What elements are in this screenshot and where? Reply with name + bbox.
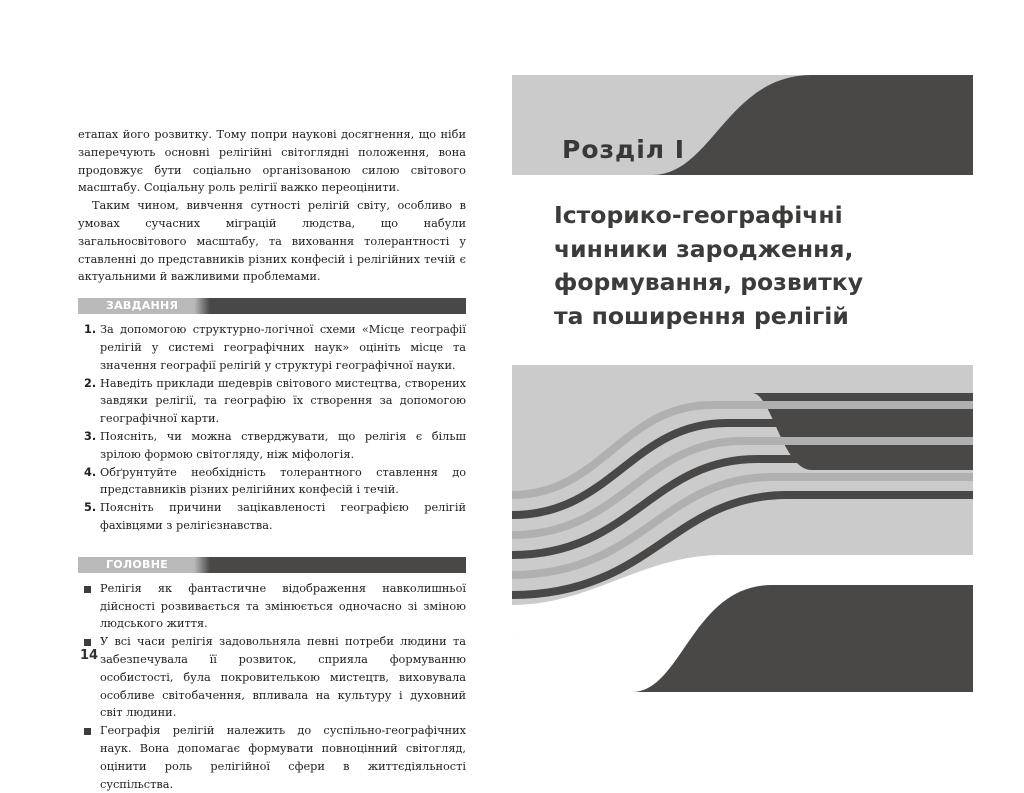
task-number: 2. [84, 376, 97, 390]
tasks-heading: ЗАВДАННЯ [106, 299, 179, 313]
main-point-item [78, 580, 466, 633]
main-point-item [78, 633, 466, 722]
task-item [78, 464, 466, 500]
chapter-title-line: Історико-географічні [554, 201, 843, 229]
tasks-list [78, 321, 466, 535]
square-bullet-icon [84, 728, 91, 735]
square-bullet-icon [84, 586, 91, 593]
task-text: Поясніть причини зацікавленості географією релігій фахівцями з релігієзнавства. [100, 501, 466, 532]
main-heading: ГОЛОВНЕ [106, 557, 169, 571]
chapter-decoration [512, 75, 973, 692]
task-number: 5. [84, 501, 97, 515]
left-page [78, 126, 466, 793]
task-number: 4. [84, 465, 97, 479]
task-item [78, 428, 466, 464]
task-number: 3. [84, 429, 97, 443]
main-points-list [78, 580, 466, 793]
main-point-text: Географія релігій належить до суспільно-географічних наук. Вона допомагає формувати повноцінний світогляд, оцінити роль релігійної сфери в життєдіяльності суспільства. [100, 724, 466, 791]
task-item [78, 321, 466, 374]
intro-paragraph-2: Таким чином, вивчення сутності релігій світу, особливо в умовах сучасних міграцій людства, що набули загальносвітового масштабу, та виховання толерантності у ставленні до представників різних конфесій і релігійних течій є актуальними й важливими проблемами. [78, 199, 466, 284]
task-text: Обґрунтуйте необхідність толерантного ставлення до представників різних релігійних конфесій і течій. [100, 465, 466, 497]
task-item [78, 499, 466, 535]
page-number: 14 [80, 648, 99, 663]
chapter-title-line: чинники зародження, [554, 234, 854, 263]
task-item [78, 375, 466, 428]
task-number: 1. [84, 323, 97, 337]
right-page [512, 75, 973, 692]
chapter-label: Розділ I [562, 135, 686, 164]
tasks-heading-bar [78, 298, 466, 314]
chapter-title-line: формування, розвитку [554, 268, 864, 296]
main-heading-bar [78, 557, 466, 573]
main-point-text: Релігія як фантастичне відображення навколишньої дійсності розвивається та змінюється одночасно зі зміною людського життя. [100, 581, 466, 631]
task-text: Поясніть, чи можна стверджувати, що релігія є більш зрілою формою світогляду, ніж міфологія. [100, 429, 466, 461]
chapter-title [554, 199, 964, 333]
square-bullet-icon [84, 639, 91, 646]
main-point-text: У всі часи релігія задовольняла певні потреби людини та забезпечувала її розвиток, сприяла формуванню особистості, була покровителькою мистецтв, виховувала особливе світобачення, впливала на культуру і духовний світ людини. [100, 635, 466, 720]
intro-paragraph-1: етапах його розвитку. Тому попри наукові досягнення, що ніби заперечують основні релігійні світоглядні положення, вона продовжує бути соціально організованою силою світового масштабу. Соціальну роль релігії важко переоцінити. [78, 128, 466, 195]
chapter-title-line: та поширення релігій [554, 301, 849, 330]
task-text: Наведіть приклади шедеврів світового мистецтва, створених завдяки релігії, та географію їх створення за допомогою географічної карти. [100, 376, 466, 426]
task-text: За допомогою структурно-логічної схеми «Місце географії релігій у системі географічних наук» оцініть місце та значення географії релігій у структурі географічної науки. [100, 323, 466, 372]
main-point-item [78, 722, 466, 793]
